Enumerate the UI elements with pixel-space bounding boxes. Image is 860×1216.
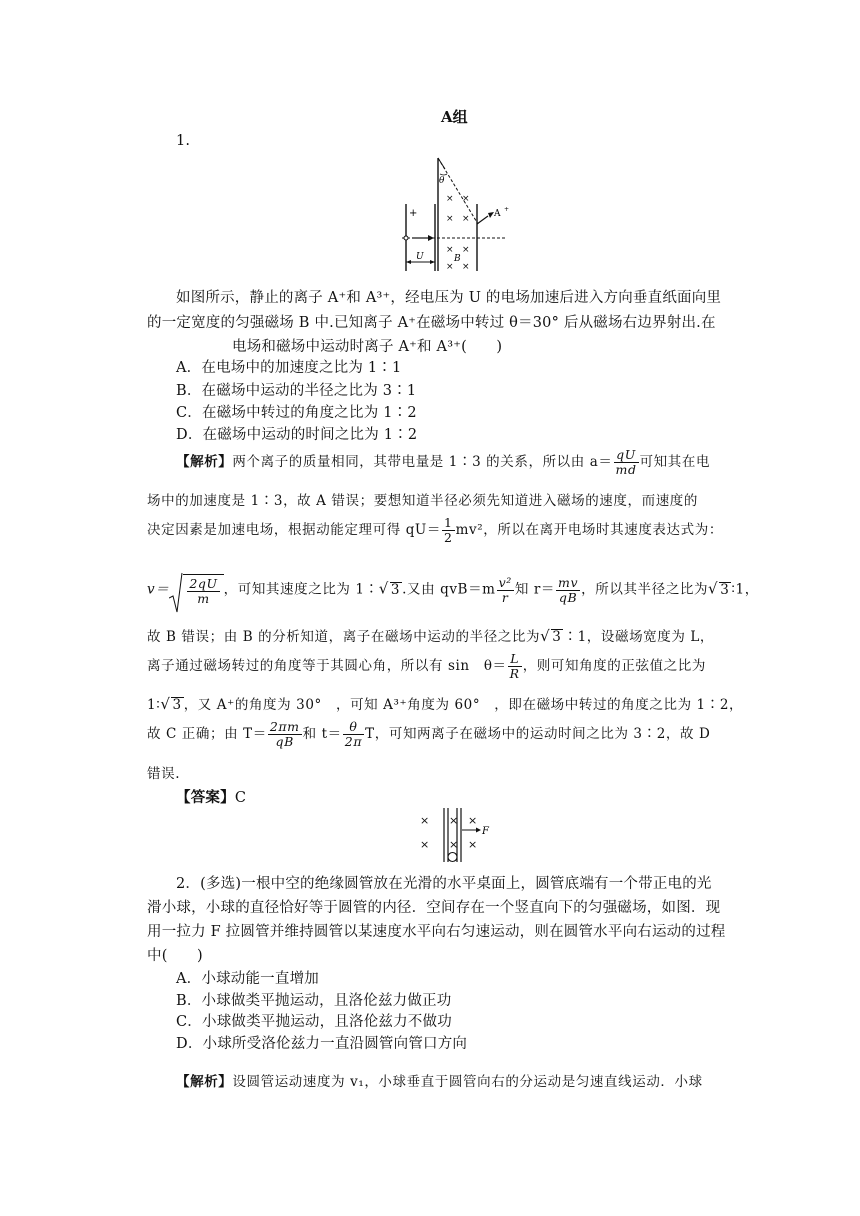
q1-analysis-line4: v＝ $\frac{2qU}{m}$ ，可知其速度之比为 1∶√ 3 .又由 qvB＝m $\frac{\text{v²}}{r}$ 知 r＝ $\frac{mv}{qB}$ ，所以其半径之比为√ 3 ∶1，	[147, 574, 759, 606]
q2-option-c: C．小球做类平抛运动，且洛伦兹力不做功	[176, 1014, 452, 1030]
svg-text:×: ×	[446, 262, 454, 272]
svg-text:×: ×	[446, 194, 454, 204]
svg-text:×: ×	[468, 838, 478, 851]
svg-text:×: ×	[446, 245, 454, 255]
answer-value: C	[234, 790, 247, 806]
fraction-v2-r: $\frac{\text{v²}}{r}$	[498, 574, 512, 605]
svg-text:×: ×	[446, 214, 454, 224]
svg-text:×: ×	[462, 214, 470, 224]
q1-analysis-line8: 故 C 正确；由 T＝ $\frac{2\pi m}{qB}$ 和 t＝ $\frac{\theta}{2\pi}$ T，可知两离子在磁场中的运动时间之比为 3∶2，故 D	[147, 719, 711, 749]
q1-option-a: A．在电场中的加速度之比为 1∶1	[176, 360, 402, 376]
fraction-qU-md: $\frac{qU}{md}$	[615, 447, 637, 477]
analysis-tag: 【解析】	[176, 1074, 233, 1090]
q1-option-d: D．在磁场中运动的时间之比为 1∶2	[176, 427, 418, 443]
svg-text:×: ×	[420, 838, 430, 851]
svg-text:+: +	[504, 206, 510, 213]
q1-stem-line3: 电场和磁场中运动时离子 A⁺和 A³⁺( )	[232, 339, 503, 355]
U-label: U	[416, 252, 424, 262]
q1-option-c: C．在磁场中转过的角度之比为 1∶2	[176, 405, 417, 421]
fraction-L-R: $\frac{L}{R}$	[509, 651, 520, 681]
q2-stem-line3: 用一拉力 F 拉圆管并维持圆管以某速度水平向右匀速运动，则在圆管水平向右运动的过程	[147, 924, 726, 940]
B-label: B	[454, 254, 461, 264]
fraction-theta-2pi: $\frac{\theta}{2\pi}$	[344, 719, 363, 749]
q2-figure	[416, 806, 496, 864]
q1-analysis-line6: 离子通过磁场转过的角度等于其圆心角，所以有 sin θ＝ $\frac{L}{R}$ ，则可知角度的正弦值之比为	[147, 651, 706, 681]
question-1-number: 1.	[176, 133, 191, 149]
q2-field-crosses	[420, 814, 477, 851]
q2-stem-line4: 中( )	[147, 948, 203, 964]
section-title: A组	[441, 108, 468, 126]
theta-label: θ	[439, 176, 445, 186]
q2-option-b: B．小球做类平抛运动，且洛伦兹力做正功	[176, 993, 452, 1009]
q1-stem-line1: 如图所示，静止的离子 A⁺和 A³⁺，经电压为 U 的电场加速后进入方向垂直纸面向里	[176, 290, 722, 306]
svg-text:×: ×	[462, 262, 470, 272]
q1-analysis-line2: 场中的加速度是 1∶3，故 A 错误；要想知道半径必须先知道进入磁场的速度，而速度的	[147, 493, 698, 509]
q2-option-d: D．小球所受洛伦兹力一直沿圆管向管口方向	[176, 1036, 468, 1052]
q1-analysis-line7: 1∶√ 3 ，又 A⁺的角度为 30° ，可知 A³⁺角度为 60° ，即在磁场中转过的角度之比为 1∶2，	[147, 695, 744, 713]
q1-analysis-line9: 错误.	[147, 766, 181, 782]
q1-answer	[176, 786, 246, 807]
plus-label: +	[409, 208, 418, 219]
q1-analysis-line3: 决定因素是加速电场，根据动能定理可得 qU＝ $\frac{1}{2}$ mv²，所以在离开电场时其速度表达式为：	[147, 515, 723, 545]
svg-text:×: ×	[449, 838, 459, 851]
q2-option-a: A．小球动能一直增加	[176, 971, 319, 987]
q1-analysis-line1: 【解析】两个离子的质量相同，其带电量是 1∶3 的关系，所以由 a＝ $\frac{qU}{md}$ 可知其在电	[176, 447, 711, 477]
answer-tag: 【答案】	[176, 789, 235, 806]
svg-text:×: ×	[468, 814, 478, 827]
q2-analysis-line1: 【解析】设圆管运动速度为 v₁，小球垂直于圆管向右的分运动是匀速直线运动．小球	[176, 1074, 703, 1090]
fraction-2pim-qB: $\frac{2\pi m}{qB}$	[269, 719, 300, 749]
analysis-tag: 【解析】	[176, 454, 233, 470]
F-label: F	[482, 826, 489, 837]
svg-text:×: ×	[449, 814, 459, 827]
q2-stem-line2: 滑小球，小球的直径恰好等于圆管的内径．空间存在一个竖直向下的匀强磁场，如图．现	[147, 900, 721, 916]
svg-text:×: ×	[462, 194, 470, 204]
q1-stem-line2: 的一定宽度的匀强磁场 B 中.已知离子 A⁺在磁场中转过 θ＝30° 后从磁场右边界射出.在	[147, 315, 716, 331]
sqrt-2qU-over-m: $\frac{2qU}{m}$	[169, 574, 223, 606]
q2-stem-line1: 2．(多选)一根中空的绝缘圆管放在光滑的水平桌面上，圆管底端有一个带正电的光	[176, 876, 712, 892]
A-plus-label: A	[494, 209, 501, 219]
svg-text:×: ×	[420, 814, 430, 827]
q1-analysis-line5: 故 B 错误；由 B 的分析知道，离子在磁场中运动的半径之比为√ 3 ∶1，设磁场宽度为 L，	[147, 627, 715, 645]
q1-figure	[398, 156, 510, 276]
fraction-one-half: $\frac{1}{2}$	[444, 515, 453, 545]
fraction-mv-qB: $\frac{mv}{qB}$	[558, 574, 579, 605]
svg-text:×: ×	[462, 245, 470, 255]
q1-option-b: B．在磁场中运动的半径之比为 3∶1	[176, 383, 417, 399]
